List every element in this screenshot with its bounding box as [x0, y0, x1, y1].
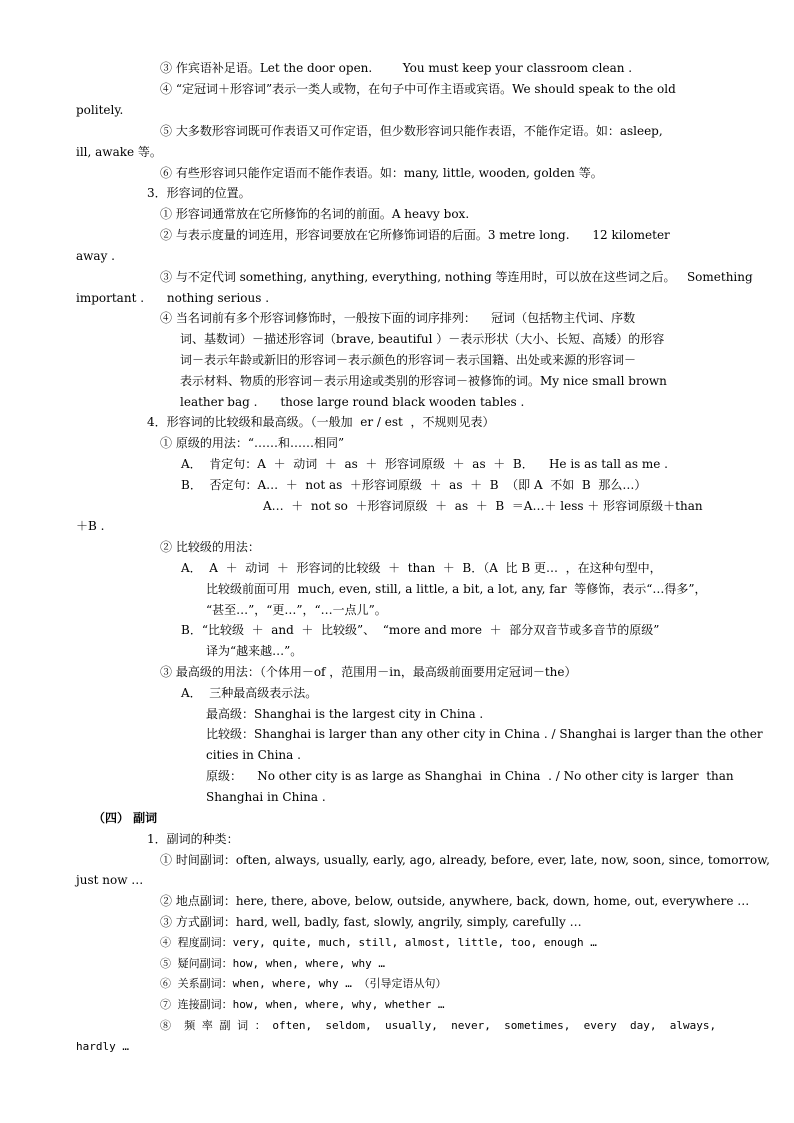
text-line: ④ 当名词前有多个形容词修饰时，一般按下面的词序排列： 冠词（包括物主代词、序数 — [160, 311, 636, 325]
text-line: hardly … — [76, 1040, 129, 1053]
text-line: 原级： No other city is as large as Shanghai in China . / No other city is larger than — [206, 769, 734, 783]
text-line: ② 地点副词：here, there, above, below, outside, anywhere, back, down, home, out, everywhere … — [160, 894, 750, 908]
text-line: ② 与表示度量的词连用，形容词要放在它所修饰词语的后面。3 metre long. 12 kilometer — [160, 228, 670, 242]
text-line: B． 否定句：A… ＋ not as ＋形容词原级 ＋ as ＋ B （即 A 不如 B 那么…） — [181, 478, 647, 492]
text-line: politely. — [76, 103, 124, 117]
text-line: ④ “定冠词＋形容词”表示一类人或物，在句子中可作主语或宾语。We should speak to the old — [160, 82, 676, 96]
text-line: ＋B . — [76, 519, 105, 533]
text-line: leather bag . those large round black wooden tables . — [180, 395, 525, 409]
text-line: 词、基数词）－描述形容词（brave, beautiful ）－表示形状（大小、长短、高矮）的形容 — [180, 332, 665, 346]
section-heading: 4．形容词的比较级和最高级。（一般加 er / est ，不规则见表） — [147, 415, 495, 429]
section-title: （四） 副词 — [93, 811, 158, 825]
section-heading: 3．形容词的位置。 — [147, 186, 251, 200]
section-heading: 1．副词的种类： — [147, 832, 239, 846]
text-line: ① 原级的用法：“……和……相同” — [160, 436, 345, 450]
text-line: away . — [76, 249, 115, 263]
text-line: ④ 程度副词：very, quite, much, still, almost, little, too, enough … — [160, 936, 597, 949]
text-line: 比较级：Shanghai is larger than any other city in China . / Shanghai is larger than the other — [206, 727, 763, 741]
text-line: 译为“越来越…”。 — [206, 644, 303, 658]
text-line: ⑥ 有些形容词只能作定语而不能作表语。如：many, little, wooden, golden 等。 — [160, 166, 603, 180]
text-line: important . nothing serious . — [76, 291, 270, 305]
text-line: A． 肯定句：A ＋ 动词 ＋ as ＋ 形容词原级 ＋ as ＋ B． He is as tall as me . — [181, 457, 668, 471]
text-line: ① 形容词通常放在它所修饰的名词的前面。A heavy box. — [160, 207, 470, 221]
text-line: ③ 与不定代词 something, anything, everything, nothing 等连用时，可以放在这些词之后。 Something — [160, 270, 753, 284]
text-line: ⑧ 频 率 副 词 ： often, seldom, usually, never, sometimes, every day, always, — [160, 1019, 717, 1032]
text-line: A． 三种最高级表示法。 — [181, 686, 318, 700]
text-line: 比较级前面可用 much, even, still, a little, a bit, a lot, any, far 等修饰，表示“…得多”， — [206, 582, 707, 596]
text-line: 表示材料、物质的形容词－表示用途或类别的形容词－被修饰的词。My nice small brown — [180, 374, 667, 388]
text-line: ③ 方式副词：hard, well, badly, fast, slowly, angrily, simply, carefully … — [160, 915, 582, 929]
text-line: ③ 最高级的用法：（个体用－of ，范围用－in，最高级前面要用定冠词－the） — [160, 665, 577, 679]
text-line: ② 比较级的用法： — [160, 540, 260, 554]
text-line: B．“比较级 ＋ and ＋ 比较级”、 “more and more ＋ 部分双音节或多音节的原级” — [181, 623, 660, 637]
text-line: ⑦ 连接副词：how, when, where, why, whether … — [160, 998, 445, 1011]
text-line: 最高级：Shanghai is the largest city in China . — [206, 707, 484, 721]
text-line: A… ＋ not so ＋形容词原级 ＋ as ＋ B ＝A…＋ less ＋ 形容词原级＋than — [263, 499, 703, 513]
text-line: just now … — [76, 873, 144, 887]
text-line: ③ 作宾语补足语。Let the door open. You must keep your classroom clean . — [160, 61, 633, 75]
text-line: ⑥ 关系副词：when, where, why … （引导定语从句） — [160, 977, 447, 990]
text-line: cities in China . — [206, 748, 301, 762]
text-line: ill, awake 等。 — [76, 145, 162, 159]
text-line: A． A ＋ 动词 ＋ 形容词的比较级 ＋ than ＋ B．（A 比 B 更… ，在这种句型中， — [181, 561, 662, 575]
text-line: “甚至…”，“更…”，“…一点儿”。 — [206, 603, 387, 617]
text-line: ⑤ 大多数形容词既可作表语又可作定语，但少数形容词只能作表语，不能作定语。如：asleep, — [160, 124, 663, 138]
text-line: 词－表示年龄或新旧的形容词－表示颜色的形容词－表示国籍、出处或来源的形容词－ — [180, 353, 637, 367]
text-line: Shanghai in China . — [206, 790, 326, 804]
text-line: ⑤ 疑问副词：how, when, where, why … — [160, 957, 385, 970]
text-line: ① 时间副词：often, always, usually, early, ago, already, before, ever, late, now, soon, since, tomorrow, — [160, 853, 770, 867]
